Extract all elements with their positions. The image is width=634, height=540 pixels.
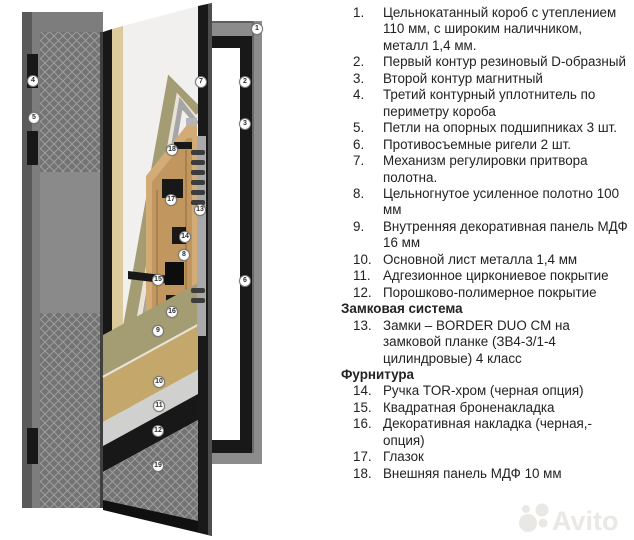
avito-watermark — [514, 499, 634, 539]
avito-logo-icon — [514, 499, 634, 539]
item-number: 18. — [353, 465, 372, 481]
callout-marker-15: 15 — [152, 274, 164, 286]
list-item — [341, 416, 631, 449]
callout-marker-3: 3 — [239, 118, 251, 130]
list-item — [341, 186, 631, 219]
item-text: Порошково-полимерное покрытие — [383, 284, 597, 300]
item-number: 12. — [353, 284, 372, 300]
section-header: Замковая система — [341, 301, 463, 317]
list-item — [341, 285, 631, 301]
item-text: Декоративная накладка (черная,- опция) — [383, 416, 592, 448]
item-text: Адгезионное циркониевое покрытие — [383, 268, 609, 284]
item-number: 3. — [353, 70, 365, 86]
item-text: Ручка TOR-хром (черная опция) — [383, 383, 584, 399]
callout-marker-8: 8 — [178, 249, 190, 261]
item-number: 13. — [353, 317, 372, 333]
item-number: 10. — [353, 251, 372, 267]
item-text: Квадратная броненакладка — [383, 399, 555, 415]
item-number: 15. — [353, 399, 372, 415]
item-number: 4. — [353, 87, 365, 103]
callout-marker-16: 16 — [166, 306, 178, 318]
item-number: 6. — [353, 136, 365, 152]
list-item — [341, 5, 631, 54]
item-number: 2. — [353, 54, 365, 70]
list-item — [341, 318, 631, 367]
list-item — [341, 120, 631, 136]
item-text: Механизм регулировки притвора полотна. — [383, 153, 588, 185]
item-number: 17. — [353, 449, 372, 465]
callout-marker-1: 1 — [251, 23, 263, 35]
list-item — [341, 54, 631, 70]
spec-list — [341, 5, 631, 482]
callout-marker-18: 18 — [166, 144, 178, 156]
item-text: Основной лист металла 1,4 мм — [383, 251, 578, 267]
list-item — [341, 400, 631, 416]
list-item — [341, 252, 631, 268]
item-number: 7. — [353, 153, 365, 169]
item-text: Внутренняя декоративная панель МДФ 16 мм — [383, 218, 628, 251]
callout-marker-9: 9 — [152, 325, 164, 337]
callout-marker-12: 12 — [152, 425, 164, 437]
section-header: Фурнитура — [341, 366, 414, 382]
item-number: 5. — [353, 120, 365, 136]
item-text: Противосъемные ригели 2 шт. — [383, 136, 571, 152]
callout-marker-6: 6 — [239, 275, 251, 287]
callout-marker-4: 4 — [27, 75, 39, 87]
callout-marker-2: 2 — [239, 76, 251, 88]
item-text: Замки – BORDER DUO CM на замковой планке (ЗВ4-3/1-4 цилиндровые) 4 класс — [383, 317, 570, 366]
watermark-text: Avito — [552, 506, 619, 536]
callout-marker-5: 5 — [28, 112, 40, 124]
list-item — [341, 449, 631, 465]
item-number: 1. — [353, 5, 365, 20]
item-number: 16. — [353, 416, 372, 432]
list-item — [341, 219, 631, 252]
item-text: Внешняя панель МДФ 10 мм — [383, 465, 562, 481]
list-item — [341, 153, 631, 186]
callout-marker-13: 13 — [194, 204, 206, 216]
item-number: 11. — [353, 268, 371, 284]
item-number: 8. — [353, 185, 365, 201]
callout-marker-10: 10 — [153, 376, 165, 388]
callout-marker-17: 17 — [165, 194, 177, 206]
callout-marker-7: 7 — [195, 76, 207, 88]
item-number: 9. — [353, 218, 365, 234]
callout-marker-19: 19 — [152, 460, 164, 472]
item-text: Третий контурный уплотнитель по периметру короба — [383, 87, 596, 119]
item-text: Цельногнутое усиленное полотно 100 мм — [383, 185, 620, 218]
item-number: 14. — [353, 383, 372, 399]
list-item — [341, 71, 631, 87]
callout-marker-14: 14 — [179, 231, 191, 243]
list-item — [341, 87, 631, 120]
item-text: Второй контур магнитный — [383, 70, 543, 86]
item-text: Глазок — [383, 449, 424, 465]
list-item — [341, 466, 631, 482]
item-text: Первый контур резиновый D-образный — [383, 54, 626, 70]
list-item — [341, 268, 631, 284]
item-text: Цельнокатанный короб с утеплением 110 мм, с широким наличником, металл 1,4 мм. — [383, 5, 617, 53]
list-item — [341, 383, 631, 399]
item-text: Петли на опорных подшипниках 3 шт. — [383, 120, 617, 136]
list-item — [341, 137, 631, 153]
callout-marker-11: 11 — [153, 400, 165, 412]
